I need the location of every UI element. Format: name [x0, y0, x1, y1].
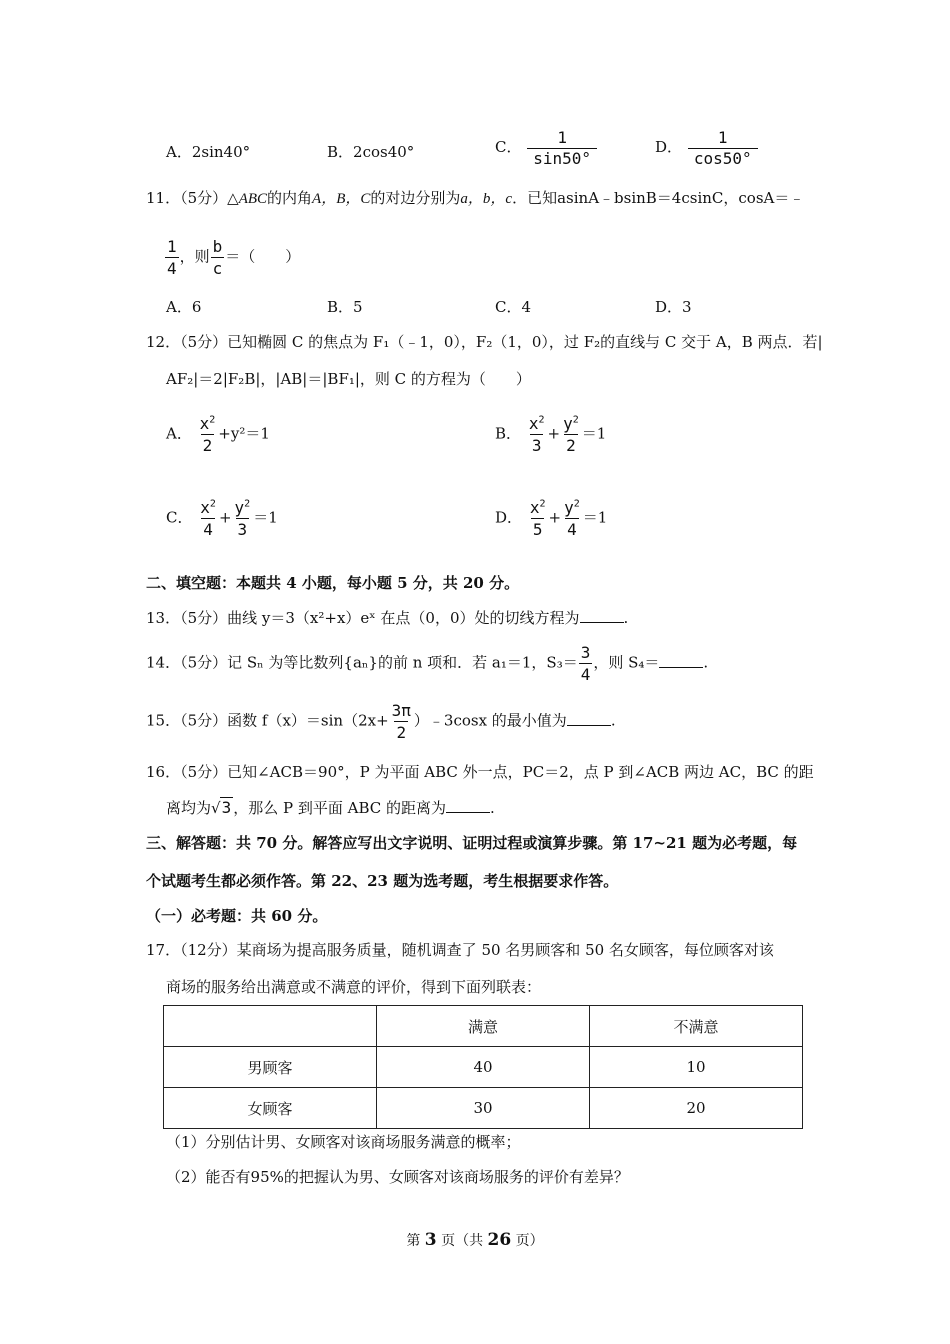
q12-line2: AF₂|＝2|F₂B|，|AB|＝|BF₁|，则 C 的方程为（ ） — [166, 370, 531, 388]
fraction: $\frac{y^2}{4}$ — [564, 498, 580, 539]
q14 — [146, 643, 708, 684]
q16-line2 — [166, 797, 495, 818]
option-text: 4 — [521, 298, 532, 316]
footer-text: 页） — [511, 1233, 544, 1249]
frac-den: 2 — [396, 723, 407, 742]
q17-line1: 17．（12分）某商场为提高服务质量，随机调查了 50 名男顾客和 50 名女顾客，每位顾客对该 — [146, 941, 774, 959]
table-header-cell: 不满意 — [590, 1006, 803, 1047]
question-text: ）﹣3cosx 的最小值为 — [413, 711, 567, 730]
total-pages: 26 — [487, 1230, 512, 1250]
frac-den: cos50° — [688, 148, 758, 168]
q12-line1: 12．（5分）已知椭圆 C 的焦点为 F₁（﹣1，0），F₂（1，0），过 F₂的直线与 C 交于 A，B 两点．若| — [146, 333, 823, 351]
frac-den: 4 — [167, 259, 177, 278]
plus: + — [547, 424, 561, 443]
text: ，则 — [179, 247, 210, 266]
table-cell: 30 — [377, 1088, 590, 1129]
option-label: B． — [327, 298, 354, 316]
q17-line2: 商场的服务给出满意或不满意的评价，得到下面列联表： — [166, 978, 542, 996]
condition: asinA﹣bsinB＝4csinC，cosA＝﹣ — [557, 189, 805, 207]
fraction — [579, 643, 593, 684]
contingency-table — [163, 1005, 803, 1129]
question-text: ，则 S₄＝ — [593, 653, 660, 672]
table-cell: 20 — [590, 1088, 803, 1129]
q12-option-c — [166, 498, 278, 539]
equals-one: ＝1 — [582, 508, 608, 527]
table-row — [164, 1088, 803, 1129]
option-label: C． — [166, 508, 193, 527]
fraction: $\frac{y^2}{2}$ — [563, 414, 579, 455]
question-text: ，那么 P 到平面 ABC 的距离为 — [233, 799, 446, 817]
q11-option-b — [327, 296, 363, 317]
section-3-heading-line2: 个试题考生都必须作答。第 22、23 题为选考题，考生根据要求作答。 — [146, 872, 619, 890]
radicand: 3 — [221, 798, 232, 817]
option-label: B． — [495, 424, 522, 443]
math-var: a，b，c — [460, 191, 513, 207]
q11-line2 — [164, 237, 300, 278]
plus: + — [218, 508, 232, 527]
q17-part1: （1）分别估计男、女顾客对该商场服务满意的概率； — [166, 1133, 521, 1151]
footer-text: 第 — [406, 1233, 425, 1249]
frac-den: 4 — [580, 665, 591, 684]
q11-line1 — [146, 187, 804, 208]
option-label: A． — [166, 424, 192, 443]
q11-option-a — [166, 296, 201, 317]
frac-num: 1 — [557, 128, 567, 147]
q10-option-d — [655, 128, 759, 168]
question-text: 离均为 — [166, 799, 212, 817]
table-header-cell: 满意 — [377, 1006, 590, 1047]
answer-blank — [659, 653, 703, 668]
q10-option-a — [166, 141, 250, 162]
text: ．已知 — [512, 189, 558, 207]
fraction — [390, 701, 413, 742]
fraction — [527, 128, 597, 168]
table-cell: 女顾客 — [164, 1088, 377, 1129]
frac-num: 3 — [580, 643, 591, 662]
fraction: $\frac{y^2}{3}$ — [234, 498, 251, 539]
fraction: $\frac{x^2}{2}$ — [199, 414, 216, 455]
q10-option-b — [327, 141, 414, 162]
option-text: 2cos40° — [353, 143, 415, 161]
q11-option-c — [495, 296, 531, 317]
q10-option-c — [495, 128, 598, 168]
equals-one: ＝1 — [581, 424, 607, 443]
q12-option-b — [495, 414, 606, 455]
table-header-cell — [164, 1006, 377, 1047]
page-number: 3 — [424, 1230, 437, 1250]
footer-text: 页（共 — [436, 1233, 488, 1249]
score: （5分） — [180, 189, 228, 207]
answer-blank — [567, 711, 611, 726]
option-label: C． — [495, 138, 522, 156]
option-label: D． — [655, 138, 683, 156]
option-label: B． — [327, 143, 354, 161]
text: △ — [227, 189, 239, 207]
q16-line1: 16．（5分）已知∠ACB＝90°，P 为平面 ABC 外一点，PC＝2，点 P 到∠ACB 两边 AC，BC 的距 — [146, 763, 814, 781]
question-text: 13．（5分）曲线 y＝3（x²+x）eˣ 在点（0，0）处的切线方程为 — [146, 609, 580, 627]
frac-num: 1 — [167, 237, 177, 256]
text: 的对边分别为 — [370, 189, 461, 207]
table-cell: 40 — [377, 1047, 590, 1088]
fraction — [165, 237, 179, 278]
question-text: 14．（5分）记 Sₙ 为等比数列{aₙ}的前 n 项和．若 a₁＝1，S₃＝ — [146, 653, 578, 672]
fraction — [211, 237, 225, 278]
q15 — [146, 701, 616, 742]
option-text: 6 — [191, 298, 202, 316]
equation-tail: +y²＝1 — [218, 424, 270, 443]
table-row — [164, 1047, 803, 1088]
option-text: 2sin40° — [191, 143, 251, 161]
q11-option-d — [655, 296, 692, 317]
period: . — [623, 609, 629, 627]
page-footer — [0, 1230, 950, 1250]
period: . — [610, 711, 616, 730]
frac-den: sin50° — [527, 148, 597, 168]
option-label: C． — [495, 298, 522, 316]
fraction — [688, 128, 758, 168]
fraction: $\frac{x^2}{4}$ — [200, 498, 216, 539]
option-label: D． — [495, 508, 523, 527]
sqrt-sign: √ — [211, 799, 221, 817]
equals-one: ＝1 — [253, 508, 278, 527]
frac-den: c — [212, 259, 223, 278]
option-label: A． — [166, 143, 192, 161]
math-var: A，B，C — [312, 191, 371, 207]
answer-blank — [580, 608, 624, 623]
section-3-heading: 三、解答题：共 70 分。解答应写出文字说明、证明过程或演算步骤。第 17~21 题为必考题，每 — [146, 834, 798, 852]
option-text: 3 — [682, 298, 692, 316]
q17-part2: （2）能否有95%的把握认为男、女顾客对该商场服务的评价有差异？ — [166, 1168, 629, 1186]
question-number: 11． — [146, 189, 181, 207]
q12-option-a — [166, 414, 270, 455]
section-2-heading: 二、填空题：本题共 4 小题，每小题 5 分，共 20 分。 — [146, 574, 520, 592]
math-var: ABC — [238, 191, 268, 207]
question-text: 15．（5分）函数 f（x）＝sin（2x+ — [146, 711, 389, 730]
period: . — [703, 653, 709, 672]
period: . — [490, 799, 495, 817]
q12-option-d — [495, 498, 607, 539]
q13 — [146, 607, 628, 628]
fraction: $\frac{x^2}{3}$ — [528, 414, 545, 455]
text: ＝（ ） — [225, 247, 301, 266]
frac-num: 3π — [391, 701, 411, 720]
frac-num: b — [212, 237, 223, 256]
table-cell: 10 — [590, 1047, 803, 1088]
table-cell: 男顾客 — [164, 1047, 377, 1088]
section-3-subheading: （一）必考题：共 60 分。 — [146, 907, 328, 925]
option-label: A． — [166, 298, 192, 316]
plus: + — [548, 508, 562, 527]
frac-num: 1 — [717, 128, 728, 147]
option-text: 5 — [353, 298, 363, 316]
fraction: $\frac{x^2}{5}$ — [529, 498, 546, 539]
option-label: D． — [655, 298, 683, 316]
answer-blank — [446, 798, 490, 813]
text: 的内角 — [267, 189, 313, 207]
table-header-row — [164, 1006, 803, 1047]
